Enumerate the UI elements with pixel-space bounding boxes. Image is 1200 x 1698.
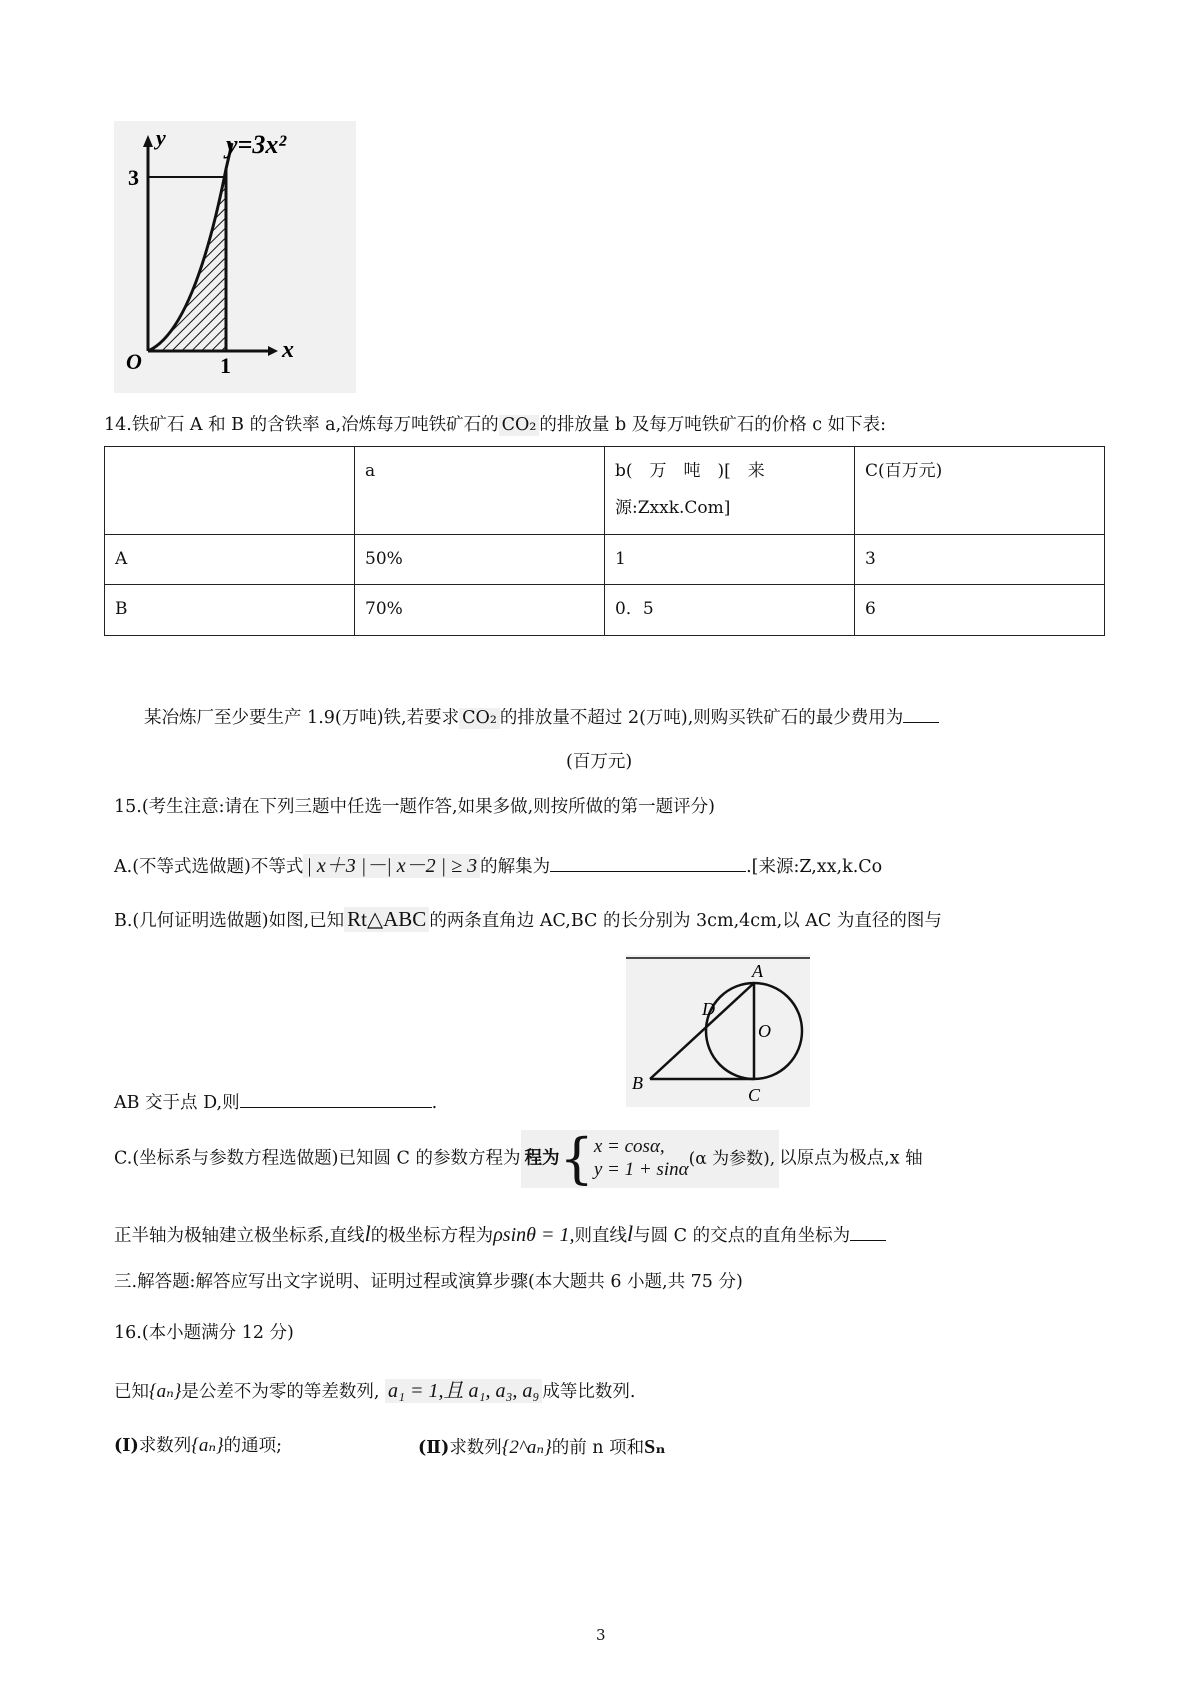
- q16-part2: (Ⅱ)求数列{2^aₙ}的前 n 项和Sₙ: [418, 1436, 666, 1458]
- co2-formula: CO₂: [459, 708, 500, 729]
- sequence-an: {aₙ}: [149, 1381, 182, 1402]
- point-c-label: C: [748, 1085, 761, 1105]
- table-cell: 1: [605, 534, 855, 584]
- q16-statement: 已知{aₙ}是公差不为零的等差数列, a₁ = 1,且 a₁, a₃, a₉ 成等比数列.: [114, 1380, 636, 1402]
- point-a-label: A: [752, 961, 763, 981]
- shaded-region: [148, 169, 226, 351]
- x-axis-label: x: [282, 337, 294, 363]
- table-row: [105, 534, 1105, 584]
- table-cell: b( 万 吨 )[ 来 源:Zxxk.Com]: [605, 447, 855, 535]
- parametric-equation: 程为{x = cosα, y = 1 + sinα(α 为参数),: [521, 1130, 780, 1188]
- polar-equation: ρsinθ = 1,: [493, 1224, 575, 1246]
- iron-ore-table: [104, 446, 1105, 636]
- q15-intro: 15.(考生注意:请在下列三题中任选一题作答,如果多做,则按所做的第一题评分): [114, 797, 716, 817]
- q16-part1: (Ⅰ)求数列{aₙ}的通项;: [114, 1435, 283, 1456]
- line-l-symbol: l: [626, 1221, 634, 1246]
- q15-part-c: C.(坐标系与参数方程选做题)已知圆 C 的参数方程为 程为{x = cosα, y = 1 + sinα(α 为参数), 以原点为极点,x 轴: [114, 1127, 923, 1190]
- y-axis-label: y: [156, 125, 166, 150]
- q14-question: 某冶炼厂至少要生产 1.9(万吨)铁,若要求 CO₂ 的排放量不超过 2(万吨),则购买铁矿石的最少费用为: [144, 704, 939, 729]
- answer-blank[interactable]: [903, 704, 939, 723]
- tick-label-1: 1: [220, 353, 231, 378]
- tick-label-3: 3: [128, 165, 139, 190]
- co2-formula: CO₂: [499, 415, 540, 436]
- rt-triangle-expression: Rt△ABC: [344, 907, 429, 932]
- table-header-row: [105, 447, 1105, 535]
- q14-unit: (百万元): [566, 752, 633, 772]
- table-cell: 50%: [355, 534, 605, 584]
- brace-symbol: {: [559, 1127, 594, 1190]
- table-row: [105, 585, 1105, 635]
- point-d-label: D: [702, 999, 715, 1019]
- curve-label: y=3x²: [226, 130, 287, 159]
- table-cell: B: [105, 585, 355, 635]
- q15-part-b-line2: AB 交于点 D,则 .: [114, 1089, 437, 1114]
- answer-blank[interactable]: [850, 1222, 886, 1241]
- inequality-expression: | x＋3 |－| x－2 | ≥ 3: [303, 854, 480, 878]
- table-cell: 70%: [355, 585, 605, 635]
- answer-blank[interactable]: [240, 1089, 432, 1108]
- hypotenuse-ab: [650, 983, 754, 1079]
- table-cell: a: [355, 447, 605, 535]
- table-cell: 0．5: [605, 585, 855, 635]
- point-o-label: O: [758, 1021, 771, 1041]
- integral-area-figure: [114, 121, 356, 393]
- q15-part-a: A.(不等式选做题)不等式 | x＋3 |－| x－2 | ≥ 3 的解集为 .[来源:Z,xx,k.Co: [114, 855, 883, 877]
- table-cell: 6: [855, 585, 1105, 635]
- q16-title: 16.(本小题满分 12 分): [114, 1323, 294, 1343]
- condition-expression: a₁ = 1,且 a₁, a₃, a₉: [385, 1379, 542, 1403]
- q14-intro: 14.铁矿石 A 和 B 的含铁率 a,冶炼每万吨铁矿石的 CO₂ 的排放量 b 及每万吨铁矿石的价格 c 如下表:: [104, 415, 887, 435]
- circle-triangle-figure: [626, 955, 810, 1107]
- table-cell: A: [105, 534, 355, 584]
- table-cell: C(百万元): [855, 447, 1105, 535]
- sum-sn: Sₙ: [644, 1436, 666, 1458]
- page-number: 3: [596, 1626, 606, 1644]
- line-l-symbol: l: [364, 1221, 371, 1246]
- origin-label: O: [126, 349, 142, 374]
- section3-title: 三.解答题:解答应写出文字说明、证明过程或演算步骤(本大题共 6 小题,共 75 分): [114, 1272, 743, 1292]
- sequence-an: {aₙ}: [191, 1435, 224, 1456]
- sequence-2-an: {2^aₙ}: [501, 1437, 552, 1458]
- answer-blank[interactable]: [550, 853, 746, 872]
- table-cell: 3: [855, 534, 1105, 584]
- point-b-label: B: [632, 1073, 643, 1093]
- q15-part-c-line2: 正半轴为极轴建立极坐标系,直线l的极坐标方程为ρsinθ = 1,则直线l与圆 C 的交点的直角坐标为: [114, 1221, 886, 1247]
- y-axis: [143, 135, 153, 351]
- table-cell: [105, 447, 355, 535]
- q15-part-b: B.(几何证明选做题)如图,已知 Rt△ABC 的两条直角边 AC,BC 的长分别为 3cm,4cm,以 AC 为直径的图与: [114, 907, 942, 931]
